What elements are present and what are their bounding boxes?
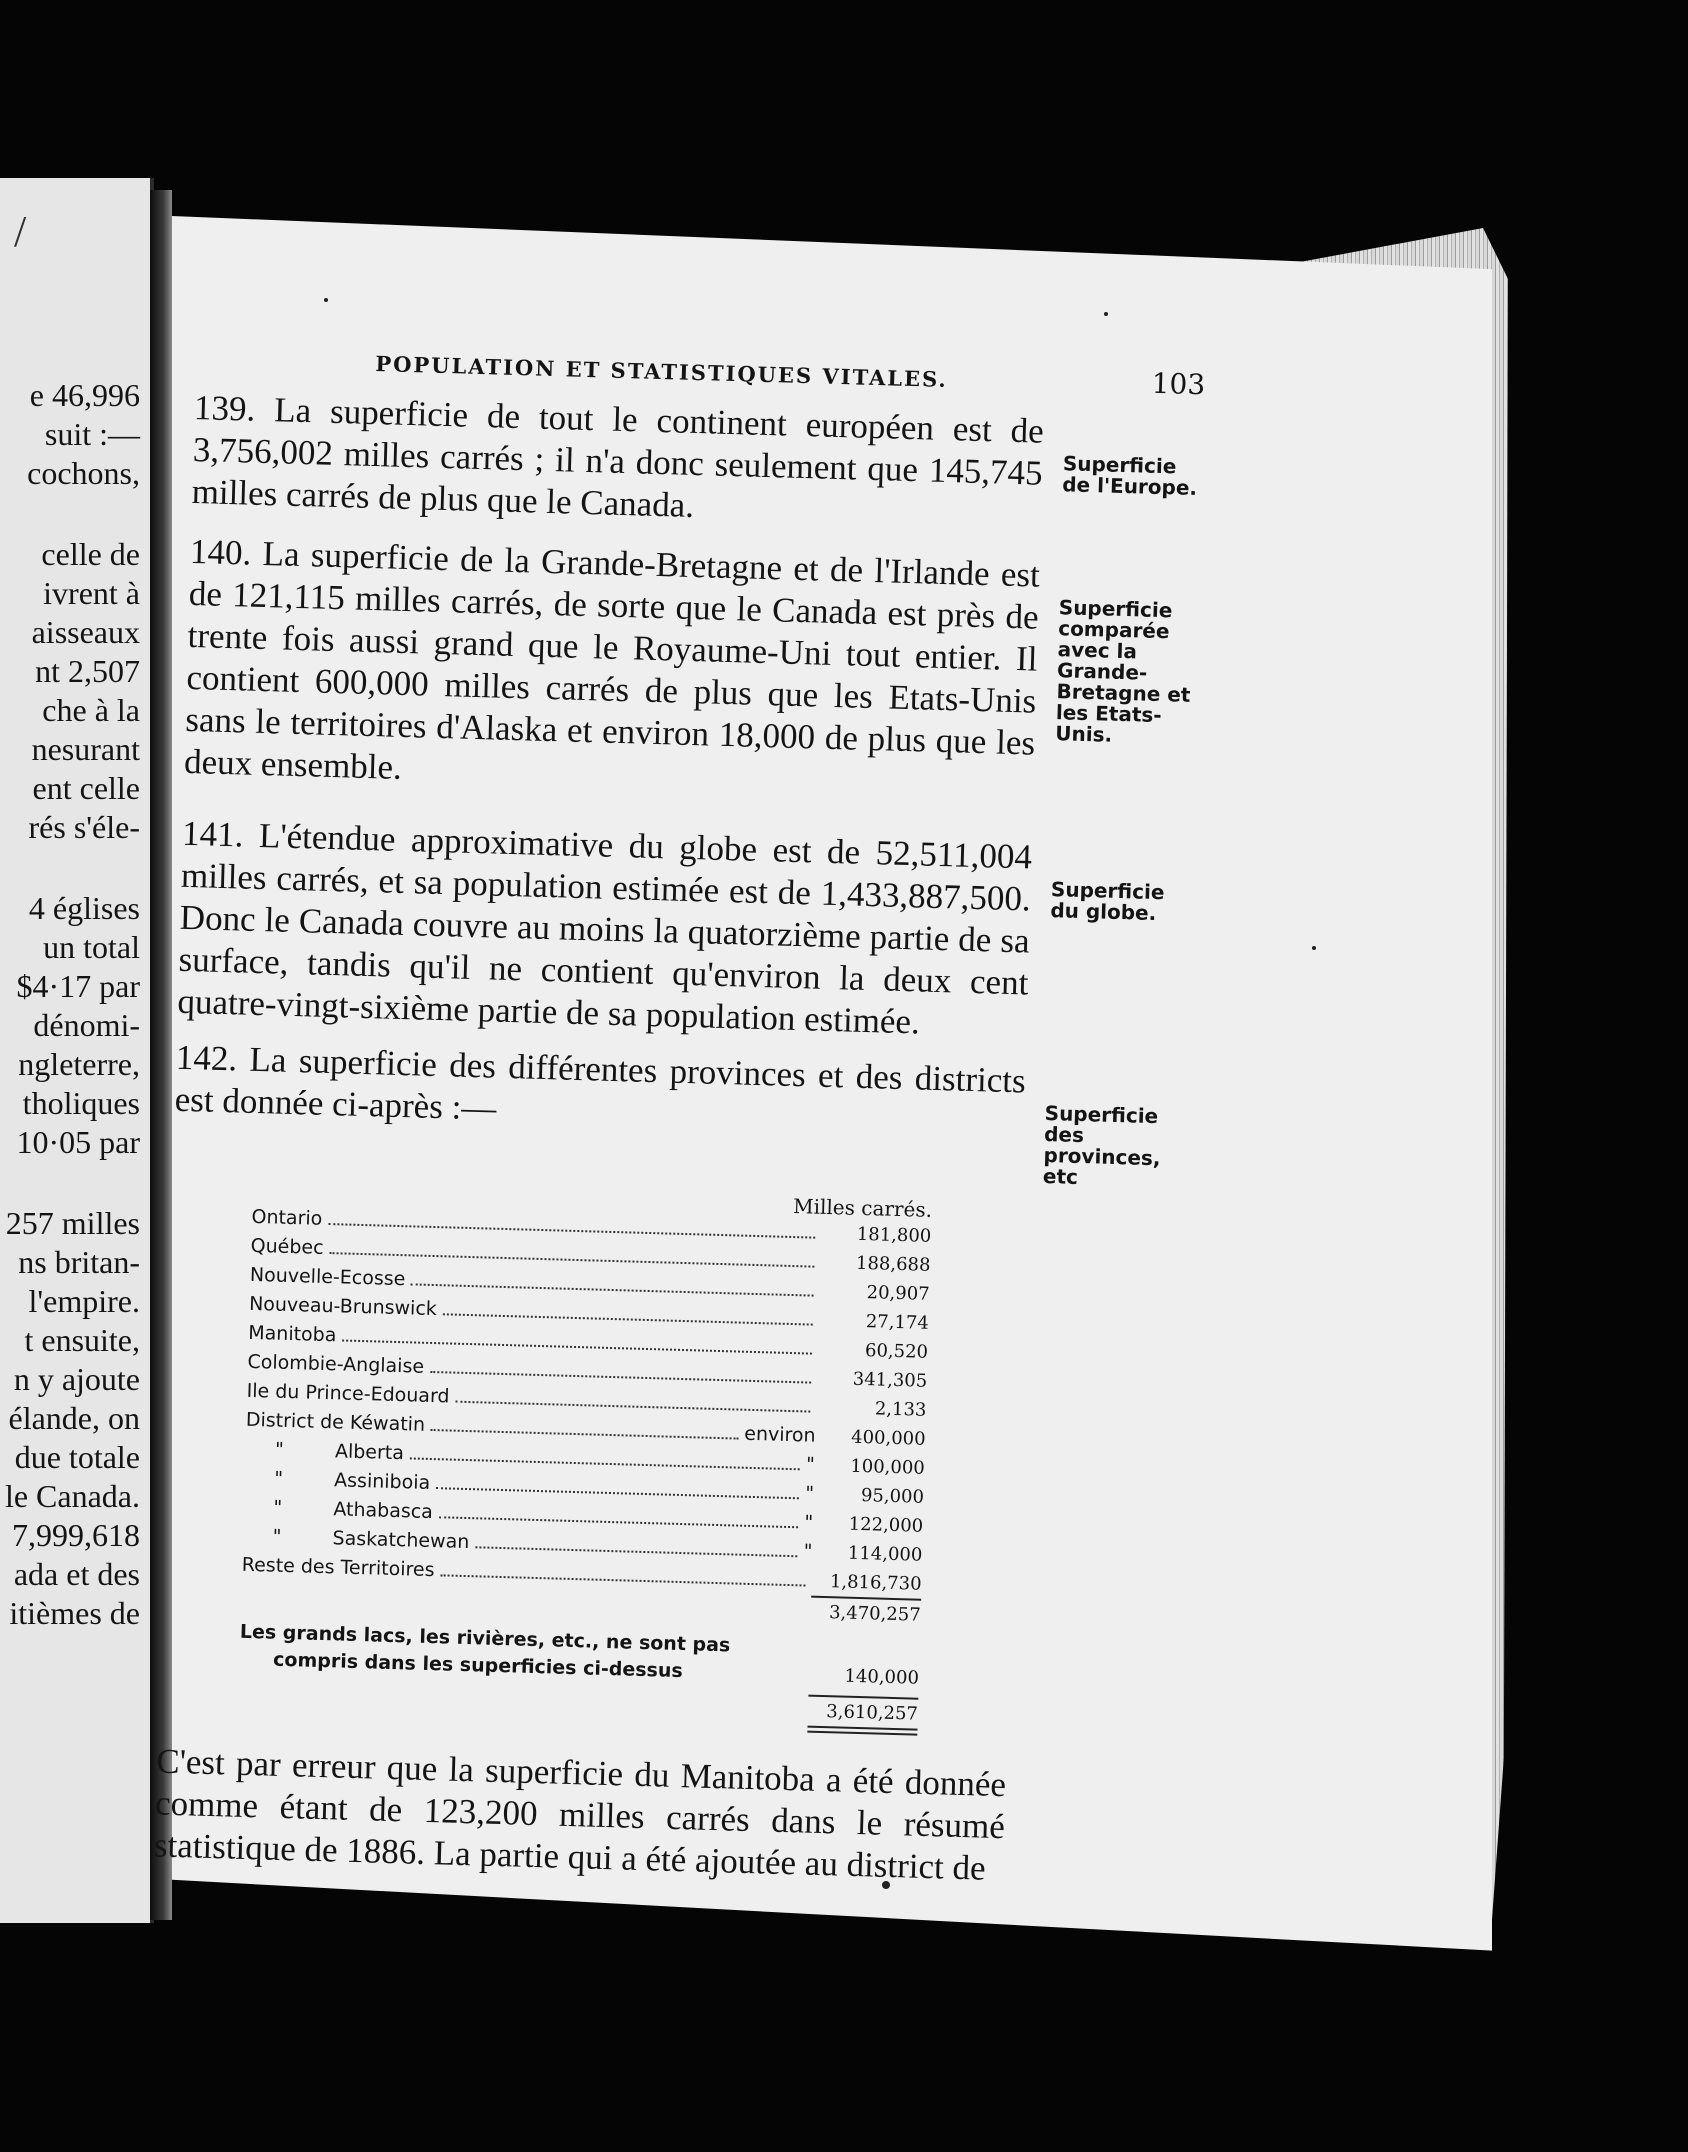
facing-line: ngleterre, xyxy=(18,1046,140,1082)
area-value: 27,174 xyxy=(865,1311,930,1334)
facing-line: 4 églises xyxy=(28,890,140,926)
pencil-mark: / xyxy=(14,207,27,256)
ditto-mark: " xyxy=(804,1482,815,1505)
margin-note: Superficie des provinces, etc xyxy=(1042,1101,1161,1189)
facing-line: ivrent à xyxy=(43,575,140,611)
area-value: 400,000 xyxy=(850,1426,926,1450)
facing-line: rés s'éle- xyxy=(28,809,140,845)
area-value: 95,000 xyxy=(860,1485,925,1508)
facing-gap xyxy=(0,847,150,889)
note-line: compris dans les superficies ci-dessus xyxy=(272,1648,684,1683)
district-name: Athabasca xyxy=(333,1498,434,1524)
facing-line: 10·05 par xyxy=(16,1124,140,1160)
page-title: POPULATION ET STATISTIQUES VITALES. xyxy=(375,351,949,393)
lakes-value: 140,000 xyxy=(844,1665,920,1689)
area-value: 100,000 xyxy=(850,1455,926,1479)
district-name: Alberta xyxy=(334,1440,405,1465)
district-name: Saskatchewan xyxy=(332,1527,470,1554)
facing-line: 257 milles xyxy=(5,1205,140,1241)
margin-note: Superficie de l'Europe. xyxy=(1061,451,1198,501)
paragraph-142 xyxy=(174,1037,1026,1145)
facing-line: dénomi- xyxy=(33,1007,140,1043)
page-content xyxy=(153,340,1205,1895)
speck xyxy=(324,298,328,302)
area-value: 2,133 xyxy=(874,1398,927,1421)
facing-line: ada et des xyxy=(13,1556,140,1592)
facing-line: nesurant xyxy=(31,731,140,767)
row-qualifier: environ xyxy=(744,1422,816,1447)
facing-line: l'empire. xyxy=(28,1283,140,1319)
total-value: 3,610,257 xyxy=(826,1701,919,1725)
province-name: Colombie-Anglaise xyxy=(247,1350,425,1378)
province-name: Nouveau-Brunswick xyxy=(248,1292,438,1321)
area-value: 20,907 xyxy=(866,1282,930,1305)
section-142 xyxy=(173,1037,1186,1191)
facing-line: le Canada. xyxy=(4,1478,140,1514)
area-table xyxy=(238,1179,933,1736)
facing-line: n y ajoute xyxy=(13,1361,140,1397)
province-name: District de Kéwatin xyxy=(245,1408,426,1436)
section-139 xyxy=(191,387,1204,541)
margin-note: Superficie du globe. xyxy=(1050,877,1165,926)
area-value: 188,688 xyxy=(855,1252,931,1276)
facing-gap xyxy=(0,493,150,535)
province-name: Québec xyxy=(250,1234,324,1259)
facing-line: nt 2,507 xyxy=(35,653,140,689)
province-name: Nouvelle-Ecosse xyxy=(249,1263,406,1291)
ditto-mark: " xyxy=(803,1540,813,1563)
spacer xyxy=(244,1683,802,1717)
speck xyxy=(1312,946,1316,950)
ditto-mark: " xyxy=(272,1525,282,1548)
paragraph-139 xyxy=(191,387,1044,537)
facing-line: cochons, xyxy=(27,455,140,491)
facing-gap xyxy=(0,1162,150,1204)
province-name: Manitoba xyxy=(247,1321,337,1347)
territory-name: Reste des Territoires xyxy=(241,1553,435,1582)
facing-line: ent celle xyxy=(32,770,140,806)
facing-line: $4·17 par xyxy=(16,968,140,1004)
facing-page-text xyxy=(0,376,150,1633)
district-name: Assiniboia xyxy=(333,1469,431,1494)
facing-line: élande, on xyxy=(8,1400,140,1436)
facing-line: aisseaux xyxy=(31,614,140,650)
area-value: 60,520 xyxy=(864,1340,929,1363)
province-name: Ontario xyxy=(251,1205,323,1230)
ditto-mark: " xyxy=(273,1496,283,1519)
facing-line: e 46,996 xyxy=(29,377,140,413)
margin-note: Superficie comparée avec la Grande-Bretagne et les Etats-Unis. xyxy=(1055,595,1191,747)
section-140 xyxy=(184,531,1201,811)
lakes-note xyxy=(239,1619,810,1689)
province-name: Ile du Prince-Edouard xyxy=(246,1379,450,1408)
facing-line: 7,999,618 xyxy=(12,1517,140,1553)
facing-line: un total xyxy=(43,929,140,965)
ditto-mark: " xyxy=(273,1467,284,1490)
paragraph-text: 141. L'étendue approximative du globe est de 52,511,004 milles carrés, et sa population estimée est de 1,433,887,500. Donc le Canada couvre au moins la quatorzième partie de sa surface, tandis qu'il ne contient qu'environ la deux cent quatre-vingt-sixième partie de sa population estimée. xyxy=(176,813,1033,1042)
paragraph-text: 140. La superficie de la Grande-Bretagne et de l'Irlande est de 121,115 milles carrés, de sorte que le Canada est près de trente fois aussi grand que le Royaume-Uni tout entier. Il contient 600,000 milles carrés de plus que les Etats-Unis sans le territoires d'Alaska et environ 18,000 de plus que les deux ensemble. xyxy=(183,531,1041,787)
facing-line: celle de xyxy=(41,536,140,572)
paragraph-141 xyxy=(177,813,1033,1047)
paragraph-text: 139. La superficie de tout le continent européen est de 3,756,002 milles carrés ; il n'a donc seulement que 145,745 milles carrés de plus que le Canada. xyxy=(191,387,1045,525)
ditto-mark: " xyxy=(274,1438,285,1461)
speck xyxy=(1104,312,1108,316)
ditto-mark: " xyxy=(805,1453,816,1476)
area-value: 341,305 xyxy=(852,1368,928,1392)
area-value: 1,816,730 xyxy=(829,1571,922,1595)
facing-line: t ensuite, xyxy=(24,1322,140,1358)
closing-paragraph: C'est par erreur que la superficie du Manitoba a été donnée comme étant de 123,200 milles carrés dans le résumé statistique de 1886. La partie qui a été ajoutée au district de xyxy=(153,1741,1007,1888)
facing-line: tholiques xyxy=(22,1085,140,1121)
facing-line: suit :— xyxy=(44,416,140,452)
section-141 xyxy=(177,813,1192,1051)
facing-line: due totale xyxy=(14,1439,140,1475)
facing-line: itièmes de xyxy=(9,1595,140,1631)
paragraph-140 xyxy=(184,531,1041,807)
note-line: Les grands lacs, les rivières, etc., ne sont pas xyxy=(239,1620,731,1657)
paragraph-text: 142. La superficie des différentes provinces et des districts est donnée ci-après :— xyxy=(174,1037,1027,1128)
facing-line: che à la xyxy=(42,692,140,728)
facing-page xyxy=(0,178,154,1923)
area-value: 122,000 xyxy=(848,1513,924,1537)
column-header: Milles carrés. xyxy=(792,1194,933,1222)
facing-line: ns britan- xyxy=(18,1244,140,1280)
area-value: 181,800 xyxy=(856,1223,932,1247)
lakes-note-row xyxy=(239,1619,920,1692)
ditto-mark: " xyxy=(804,1511,814,1534)
page-number: 103 xyxy=(1151,366,1206,402)
subtotal-value: 3,470,257 xyxy=(828,1602,921,1626)
area-value: 114,000 xyxy=(847,1542,923,1566)
